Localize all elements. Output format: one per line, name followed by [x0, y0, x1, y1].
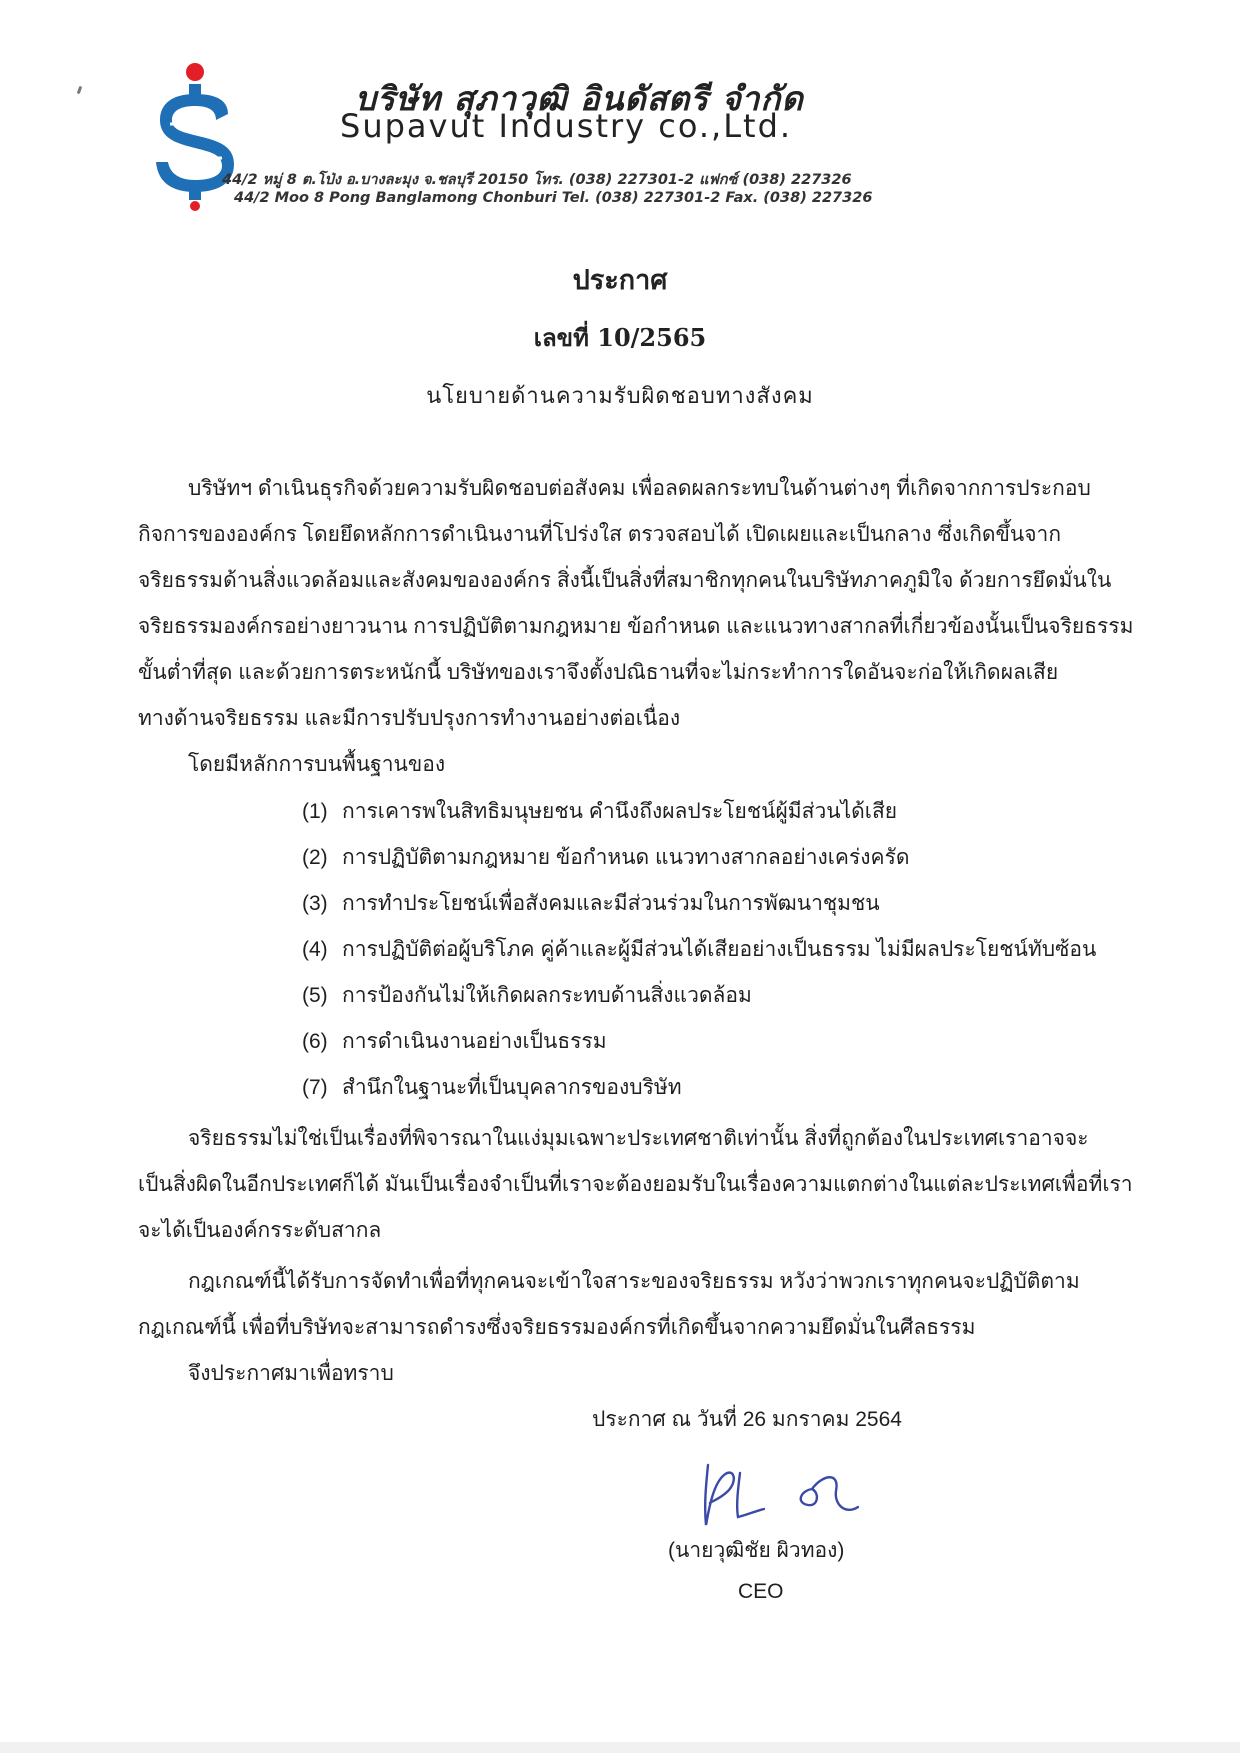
- company-name-thai: บริษัท สุภาวุฒิ อินดัสตรี จำกัด: [355, 79, 804, 118]
- announcement-date: ประกาศ ณ วันที่ 26 มกราคม 2564: [592, 1408, 902, 1431]
- principle-item: [302, 795, 897, 828]
- paragraph1-line: จริยธรรมด้านสิ่งแวดล้อมและสังคมขององค์กร สิ่งนี้เป็นสิ่งที่สมาชิกทุกคนในบริษัทภาคภูมิใจ ด้วยการยึดมั่นใน: [138, 569, 1112, 592]
- letterhead: [0, 0, 1240, 220]
- principle-text: สำนึกในฐานะที่เป็นบุคลากรของบริษัท: [342, 1076, 682, 1099]
- signature-image: [690, 1445, 870, 1540]
- principle-text: การทำประโยชน์เพื่อสังคมและมีส่วนร่วมในการพัฒนาชุมชน: [342, 892, 880, 915]
- signer-name: (นายวุฒิชัย ผิวทอง): [668, 1539, 845, 1562]
- principle-text: การปฏิบัติต่อผู้บริโภค คู่ค้าและผู้มีส่วนได้เสียอย่างเป็นธรรม ไม่มีผลประโยชน์ทับซ้อน: [342, 938, 1097, 961]
- principle-number: (7): [302, 1076, 328, 1099]
- address-english: 44/2 Moo 8 Pong Banglamong Chonburi Tel. (038) 227301-2 Fax. (038) 227326: [234, 190, 873, 206]
- principle-number: (2): [302, 846, 328, 869]
- principle-number: (1): [302, 800, 328, 823]
- paragraph1-line: กิจการขององค์กร โดยยึดหลักการดำเนินงานที่โปร่งใส ตรวจสอบได้ เปิดเผยและเป็นกลาง ซึ่งเกิดขึ้นจาก: [138, 523, 1062, 546]
- company-name-english: Supavut Industry co.,Ltd.: [340, 107, 793, 145]
- principle-text: การปฏิบัติตามกฎหมาย ข้อกำหนด แนวทางสากลอย่างเคร่งครัด: [342, 846, 910, 869]
- paragraph2-line: จริยธรรมไม่ใช่เป็นเรื่องที่พิจารณาในแง่มุมเฉพาะประเทศชาติเท่านั้น สิ่งที่ถูกต้องในประเทศเราอาจจะ: [188, 1127, 1089, 1150]
- paragraph3-line: กฎเกณฑ์นี้ได้รับการจัดทำเพื่อที่ทุกคนจะเข้าใจสาระของจริยธรรม หวังว่าพวกเราทุกคนจะปฏิบัติตาม: [188, 1270, 1080, 1293]
- signer-title: CEO: [738, 1580, 784, 1603]
- principle-text: การป้องกันไม่ให้เกิดผลกระทบด้านสิ่งแวดล้อม: [342, 984, 752, 1007]
- announcement-subject: นโยบายด้านความรับผิดชอบทางสังคม: [426, 383, 814, 408]
- paragraph1-line: จริยธรรมองค์กรอย่างยาวนาน การปฏิบัติตามกฎหมาย ข้อกำหนด และแนวทางสากลที่เกี่ยวข้องนั้นเป็นจริยธรรม: [138, 615, 1134, 638]
- paragraph1-line: บริษัทฯ ดำเนินธุรกิจด้วยความรับผิดชอบต่อสังคม เพื่อลดผลกระทบในด้านต่างๆ ที่เกิดจากการประกอบ: [188, 477, 1091, 500]
- principle-text: การเคารพในสิทธิมนุษยชน คำนึงถึงผลประโยชน์ผู้มีส่วนได้เสีย: [342, 800, 898, 823]
- paragraph2-line: เป็นสิ่งผิดในอีกประเทศก็ได้ มันเป็นเรื่องจำเป็นที่เราจะต้องยอมรับในเรื่องความแตกต่างในแต่ละประเทศเพื่อที่เรา: [138, 1173, 1133, 1196]
- principles-intro: โดยมีหลักการบนพื้นฐานของ: [188, 753, 446, 776]
- paragraph1-line: ขั้นต่ำที่สุด และด้วยการตระหนักนี้ บริษัทของเราจึงตั้งปณิธานที่จะไม่กระทำการใดอันจะก่อให้เกิดผลเสีย: [138, 661, 1059, 684]
- announcement-number: เลขที่ 10/2565: [533, 323, 707, 352]
- principle-number: (3): [302, 892, 328, 915]
- principle-item: [302, 933, 1096, 966]
- scan-mark: [77, 86, 83, 95]
- principle-item: [302, 979, 752, 1012]
- paragraph1-line: ทางด้านจริยธรรม และมีการปรับปรุงการทำงานอย่างต่อเนื่อง: [138, 707, 681, 730]
- principle-item: [302, 887, 880, 920]
- principle-item: [302, 841, 909, 874]
- address-thai: 44/2 หมู่ 8 ต.โป่ง อ.บางละมุง จ.ชลบุรี 20150 โทร. (038) 227301-2 แฟกซ์ (038) 227326: [222, 172, 852, 188]
- closing-line: จึงประกาศมาเพื่อทราบ: [188, 1362, 394, 1385]
- scan-bottom-edge: [0, 1742, 1240, 1753]
- principle-number: (4): [302, 938, 328, 961]
- principle-item: [302, 1025, 607, 1058]
- paragraph2-line: จะได้เป็นองค์กรระดับสากล: [138, 1219, 382, 1242]
- principle-item: [302, 1071, 682, 1104]
- announcement-title: ประกาศ: [572, 265, 668, 296]
- principle-number: (6): [302, 1030, 328, 1053]
- principle-text: การดำเนินงานอย่างเป็นธรรม: [342, 1030, 607, 1053]
- paragraph3-line: กฎเกณฑ์นี้ เพื่อที่บริษัทจะสามารถดำรงซึ่งจริยธรรมองค์กรที่เกิดขึ้นจากความยึดมั่นในศีลธรรม: [138, 1316, 976, 1339]
- principle-number: (5): [302, 984, 328, 1007]
